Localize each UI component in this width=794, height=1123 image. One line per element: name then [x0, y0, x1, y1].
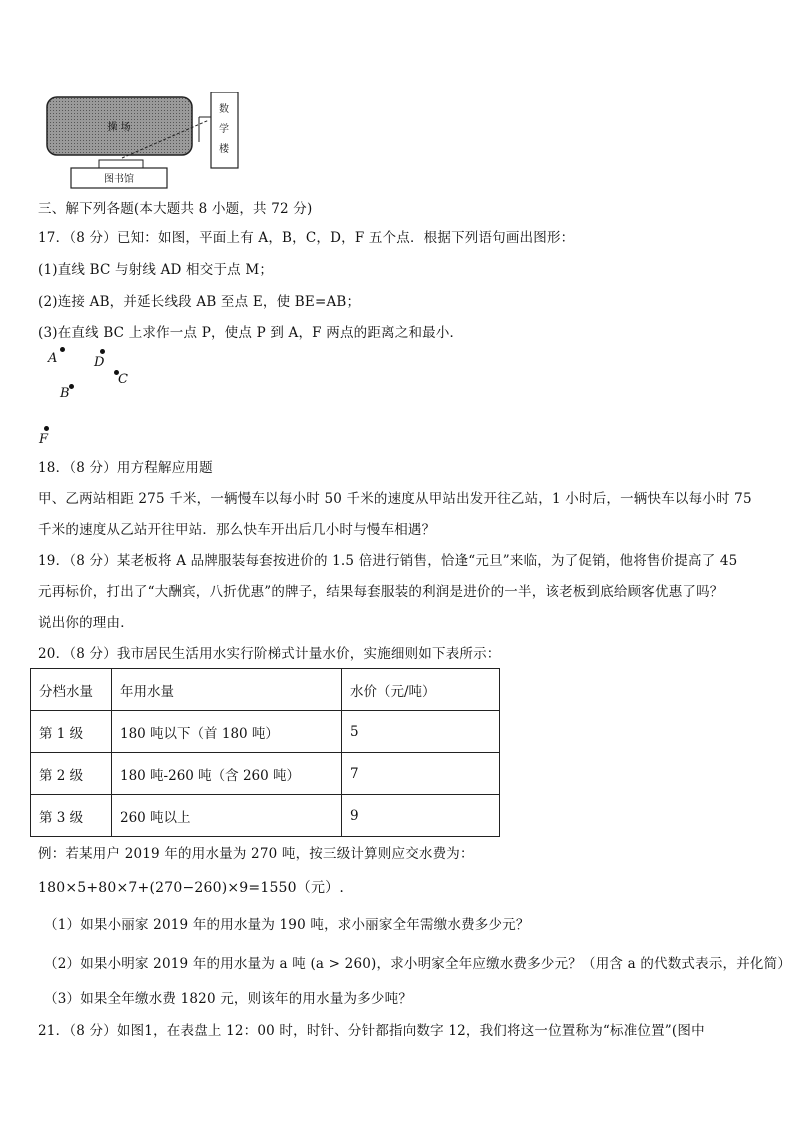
q21-line1: 21．（8 分）如图1，在表盘上 12：00 时，时针、分针都指向数字 12，我们将这一位置称为“标准位置”(图中: [38, 1023, 705, 1039]
table-cell: 第 2 级: [31, 753, 112, 795]
q20-sub2: （2）如果小明家 2019 年的用水量为 a 吨 (a > 260)，求小明家全年应缴水费多少元？（用含 a 的代数式表示，并化简）: [44, 956, 792, 972]
table-cell: 第 1 级: [31, 711, 112, 753]
q20-stem: 20．（8 分）我市居民生活用水实行阶梯式计量水价，实施细则如下表所示：: [38, 646, 501, 662]
table-row: [31, 711, 500, 753]
q18-stem: 18．（8 分）用方程解应用题: [38, 460, 213, 476]
table-header-cell: 年用水量: [112, 669, 342, 711]
point-d-label: D: [94, 355, 105, 370]
point-c-label: C: [118, 372, 128, 387]
q20-sub1: （1）如果小丽家 2019 年的用水量为 190 吨，求小丽家全年需缴水费多少元？: [44, 917, 530, 933]
table-header-row: [31, 669, 500, 711]
q19-line2: 元再标价，打出了“大酬宾，八折优惠”的牌子，结果每套服装的利润是进价的一半，该老板到底给顾客优惠了吗？: [38, 584, 724, 600]
table-header-cell: 分档水量: [31, 669, 112, 711]
campus-figure: [44, 92, 244, 194]
q17-part2: (2)连接 AB，并延长线段 AB 至点 E，使 BE=AB；: [38, 294, 361, 310]
table-row: [31, 753, 500, 795]
table-cell: 180 吨以下（首 180 吨）: [112, 711, 342, 753]
table-cell: 7: [342, 753, 500, 795]
table-cell: 260 吨以上: [112, 795, 342, 837]
q17-stem: 17．（8 分）已知：如图，平面上有 A，B，C，D，F 五个点．根据下列语句画出图形：: [38, 230, 575, 246]
svg-text:楼: 楼: [219, 144, 229, 155]
point-b-label: B: [60, 386, 70, 401]
svg-text:学: 学: [219, 124, 229, 135]
point-a-label: A: [48, 351, 58, 366]
point-f: [44, 426, 49, 431]
q20-sub3: （3）如果全年缴水费 1820 元，则该年的用水量为多少吨？: [44, 991, 413, 1007]
q18-line2: 千米的速度从乙站开往甲站．那么快车开出后几小时与慢车相遇？: [38, 522, 436, 538]
library-label: 图书馆: [104, 174, 134, 185]
point-f-label: F: [39, 432, 49, 447]
table-row: [31, 795, 500, 837]
q20-formula: 180×5+80×7+(270−260)×9=1550（元）.: [38, 880, 345, 896]
table-cell: 第 3 级: [31, 795, 112, 837]
q19-line3: 说出你的理由．: [38, 615, 134, 631]
q17-part3: (3)在直线 BC 上求作一点 P，使点 P 到 A，F 两点的距离之和最小．: [38, 325, 464, 341]
q19-line1: 19．（8 分）某老板将 A 品牌服装每套按进价的 1.5 倍进行销售，恰逢“元旦”来临，为了促销，他将售价提高了 45: [38, 553, 738, 569]
section-title: 三、解下列各题(本大题共 8 小题，共 72 分): [38, 201, 313, 217]
table-cell: 5: [342, 711, 500, 753]
point-a: [60, 347, 65, 352]
table-header-cell: 水价（元/吨）: [342, 669, 500, 711]
math-building-label: [219, 102, 230, 155]
playground-label: 操 场: [107, 122, 131, 133]
q17-part1: (1)直线 BC 与射线 AD 相交于点 M；: [38, 262, 274, 278]
table-cell: 180 吨-260 吨（含 260 吨）: [112, 753, 342, 795]
svg-text:数: 数: [219, 104, 229, 115]
q20-example: 例：若某用户 2019 年的用水量为 270 吨，按三级计算则应交水费为：: [38, 846, 474, 862]
water-price-table: [30, 668, 500, 837]
point-d: [100, 349, 105, 354]
table-cell: 9: [342, 795, 500, 837]
q18-line1: 甲、乙两站相距 275 千米，一辆慢车以每小时 50 千米的速度从甲站出发开往乙站，1 小时后，一辆快车以每小时 75: [38, 491, 752, 507]
